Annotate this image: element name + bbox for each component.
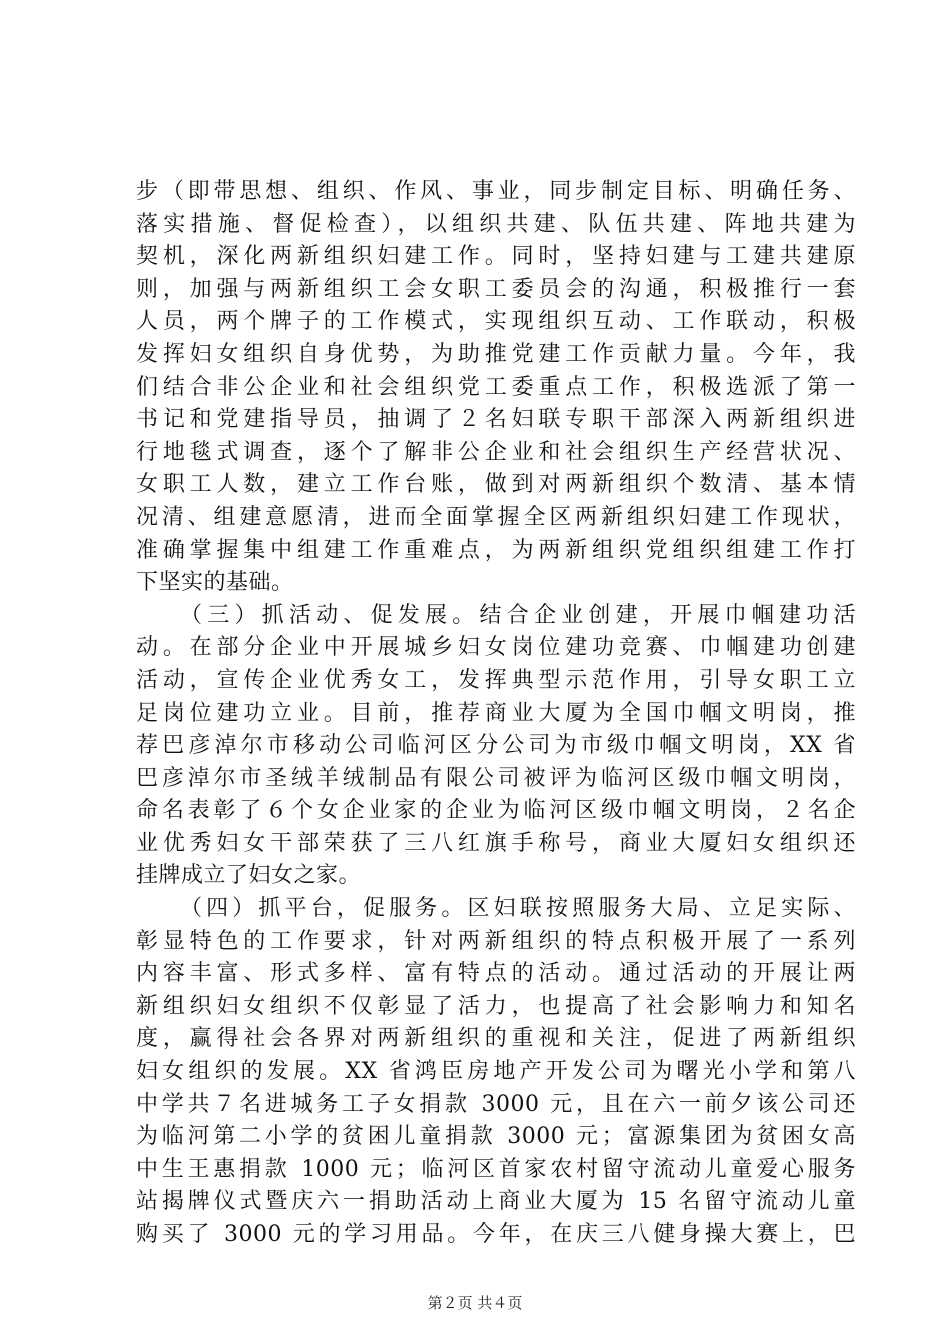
text-line: 中生王惠捐款 1000 元；临河区首家农村留守流动儿童爱心服务 — [136, 1156, 856, 1182]
text-line: 妇女组织的发展。XX 省鸿臣房地产开发公司为曙光小学和第八 — [136, 1059, 856, 1085]
page-number-label: 第２页 共４页 — [427, 1294, 523, 1312]
text-line: 书记和党建指导员，抽调了２名妇联专职干部深入两新组织进 — [136, 407, 856, 433]
text-line: （四）抓平台，促服务。区妇联按照服务大局、立足实际、 — [180, 896, 856, 922]
text-line: 动。在部分企业中开展城乡妇女岗位建功竞赛、巾帼建功创建 — [136, 635, 856, 661]
text-line: 巴彦淖尔市圣绒羊绒制品有限公司被评为临河区级巾帼文明岗， — [136, 765, 856, 791]
text-line: 则，加强与两新组织工会女职工委员会的沟通，积极推行一套 — [136, 276, 856, 302]
text-line: 挂牌成立了妇女之家。 — [136, 863, 362, 889]
text-line: 度，赢得社会各界对两新组织的重视和关注，促进了两新组织 — [136, 1026, 856, 1052]
body-text — [136, 176, 856, 1252]
text-line: 荐巴彦淖尔市移动公司临河区分公司为市级巾帼文明岗，XX 省 — [136, 733, 856, 759]
text-line: 行地毯式调查，逐个了解非公企业和社会组织生产经营状况、 — [136, 439, 856, 465]
text-line: 彰显特色的工作要求，针对两新组织的特点积极开展了一系列 — [136, 928, 856, 954]
text-line: （三）抓活动、促发展。结合企业创建，开展巾帼建功活 — [180, 602, 856, 628]
text-line: 落实措施、督促检查），以组织共建、队伍共建、阵地共建为 — [136, 211, 856, 237]
text-line: 站揭牌仪式暨庆六一捐助活动上商业大厦为 15 名留守流动儿童 — [136, 1189, 856, 1215]
text-line: 人员，两个牌子的工作模式，实现组织互动、工作联动，积极 — [136, 309, 856, 335]
text-line: 中学共７名进城务工子女捐款 3000 元，且在六一前夕该公司还 — [136, 1091, 856, 1117]
text-line: 准确掌握集中组建工作重难点，为两新组织党组织组建工作打 — [136, 537, 856, 563]
text-line: 步（即带思想、组织、作风、事业，同步制定目标、明确任务、 — [136, 179, 856, 204]
text-line: 况清、组建意愿清，进而全面掌握全区两新组织妇建工作现状， — [136, 504, 856, 530]
text-line: 们结合非公企业和社会组织党工委重点工作，积极选派了第一 — [136, 374, 856, 400]
text-line: 为临河第二小学的贫困儿童捐款 3000 元；富源集团为贫困女高 — [136, 1124, 856, 1150]
text-line: 发挥妇女组织自身优势，为助推党建工作贡献力量。今年，我 — [136, 341, 856, 367]
text-line: 下坚实的基础。 — [136, 570, 294, 596]
text-line: 购买了 3000 元的学习用品。今年，在庆三八健身操大赛上，巴 — [136, 1222, 856, 1247]
text-line: 契机，深化两新组织妇建工作。同时，坚持妇建与工建共建原 — [136, 244, 856, 270]
text-line: 业优秀妇女干部荣获了三八红旗手称号，商业大厦妇女组织还 — [136, 830, 856, 856]
text-line: 新组织妇女组织不仅彰显了活力，也提高了社会影响力和知名 — [136, 993, 856, 1019]
text-line: 命名表彰了６个女企业家的企业为临河区级巾帼文明岗，２名企 — [136, 798, 856, 824]
text-line: 内容丰富、形式多样、富有特点的活动。通过活动的开展让两 — [136, 961, 856, 987]
text-line: 女职工人数，建立工作台账，做到对两新组织个数清、基本情 — [136, 472, 856, 498]
text-line: 足岗位建功立业。目前，推荐商业大厦为全国巾帼文明岗，推 — [136, 700, 856, 726]
page-footer — [0, 1292, 950, 1313]
text-line: 活动，宣传企业优秀女工，发挥典型示范作用，引导女职工立 — [136, 667, 856, 693]
